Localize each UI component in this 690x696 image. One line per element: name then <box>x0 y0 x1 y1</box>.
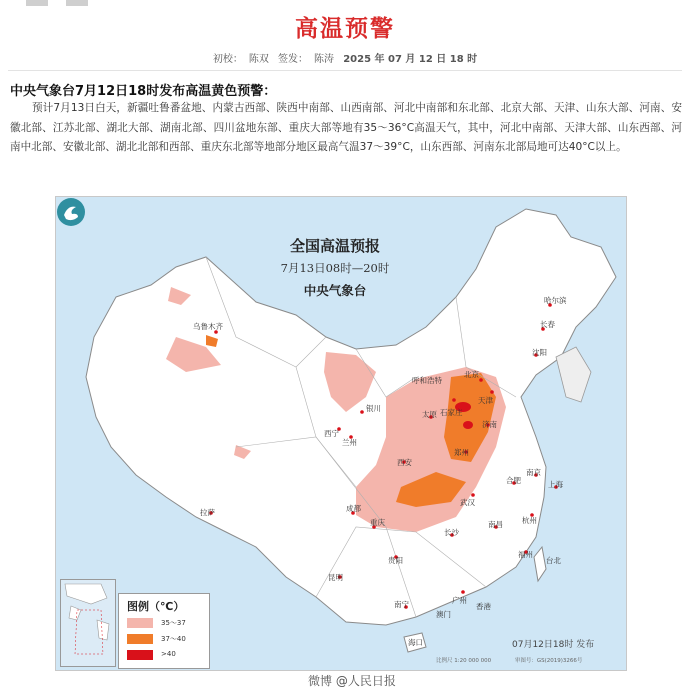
city-label: 银川 <box>366 404 381 413</box>
city-label: 澳门 <box>436 610 451 619</box>
article-headline: 中央气象台7月12日18时发布高温黄色预警： <box>10 84 277 99</box>
inset-map-graphic <box>61 580 115 666</box>
city-label: 台北 <box>546 556 561 565</box>
city-label: 长春 <box>540 320 555 329</box>
city-label: 上海 <box>548 480 563 489</box>
city-label: 武汉 <box>460 498 475 507</box>
publish-date: 2025 年 07 月 12 日 18 时 <box>343 54 478 65</box>
map-title: 全国高温预报 <box>289 237 380 255</box>
heat-forecast-map <box>55 196 627 671</box>
city-label: 南昌 <box>488 520 503 529</box>
city-label: 北京 <box>464 370 479 379</box>
city-label: 昆明 <box>328 573 343 582</box>
city-label: 郑州 <box>454 448 469 457</box>
weibo-watermark: 微博 @人民日报 <box>308 674 396 688</box>
byline <box>0 50 690 65</box>
review-label: 签发： <box>278 54 309 65</box>
city-label: 西安 <box>397 458 412 467</box>
city-label: 石家庄 <box>440 408 463 417</box>
city-label: 合肥 <box>506 476 521 485</box>
city-label: 成都 <box>346 504 361 513</box>
city-label: 乌鲁木齐 <box>193 322 223 331</box>
city-label: 济南 <box>482 420 497 429</box>
city-label: 长沙 <box>444 528 459 537</box>
legend-label: 35～37 <box>161 619 186 627</box>
legend-label: >40 <box>161 650 176 658</box>
map-time-range: 7月13日08时—20时 <box>280 261 390 275</box>
city-label: 香港 <box>476 602 491 611</box>
city-label: 太原 <box>422 410 437 419</box>
page-title: 高温预警 <box>295 16 395 42</box>
city-label: 兰州 <box>342 438 357 447</box>
legend-title: 图例（℃） <box>127 600 185 613</box>
map-scale: 比例尺 1:20 000 000 <box>436 658 492 664</box>
city-label: 福州 <box>518 550 533 559</box>
reviewer-name: 陈涛 <box>314 54 335 65</box>
editor-name: 陈双 <box>248 54 269 65</box>
article-body: 预计7月13日白天，新疆吐鲁番盆地、内蒙古西部、陕西中南部、山西南部、河北中南部和东北部、北京大部、天津、山东大部、河南、安徽北部、江苏北部、湖北大部、湖南北部、四川盆地东部、重庆大部等地有35～36°C高温天气，其中，河北中南部、天津大部、山东西部、河南中北部、安徽北部、湖北北部和西部、重庆东北部等地部分地区最高气温37～39°C，山东西部、河南东北部局地可达40°C以上。 <box>10 102 682 153</box>
city-label: 广州 <box>452 596 467 605</box>
city-label: 杭州 <box>522 516 537 525</box>
legend-label: 37～40 <box>161 635 186 643</box>
map-issuer: 中央气象台 <box>303 283 367 298</box>
city-label: 重庆 <box>370 518 385 527</box>
map-scale-note <box>436 656 582 664</box>
legend-swatch <box>127 650 153 660</box>
korean-peninsula <box>556 347 591 402</box>
city-label: 南京 <box>526 468 541 477</box>
city-label: 拉萨 <box>200 508 215 517</box>
top-tab-block <box>66 0 88 6</box>
city-label: 海口 <box>408 638 423 647</box>
editor-label: 初校： <box>212 54 243 65</box>
city-label: 呼和浩特 <box>412 376 442 385</box>
south-china-sea-inset <box>60 579 116 667</box>
top-bar <box>0 0 690 6</box>
city-label: 天津 <box>478 396 493 405</box>
map-review-number: 审图号：GS(2019)3266号 <box>514 658 583 664</box>
divider <box>8 70 682 71</box>
city-label: 贵阳 <box>388 556 403 565</box>
city-label: 西宁 <box>324 429 339 438</box>
taiwan-island <box>534 547 546 581</box>
top-tab-block <box>26 0 48 6</box>
city-label: 沈阳 <box>532 348 547 357</box>
cma-logo <box>56 197 86 227</box>
city-label: 哈尔滨 <box>544 296 567 305</box>
legend-swatch <box>127 618 153 628</box>
map-legend <box>118 593 210 669</box>
legend-swatch <box>127 634 153 644</box>
city-label: 南宁 <box>394 600 409 609</box>
issued-time: 07月12日18时 发布 <box>512 640 595 650</box>
